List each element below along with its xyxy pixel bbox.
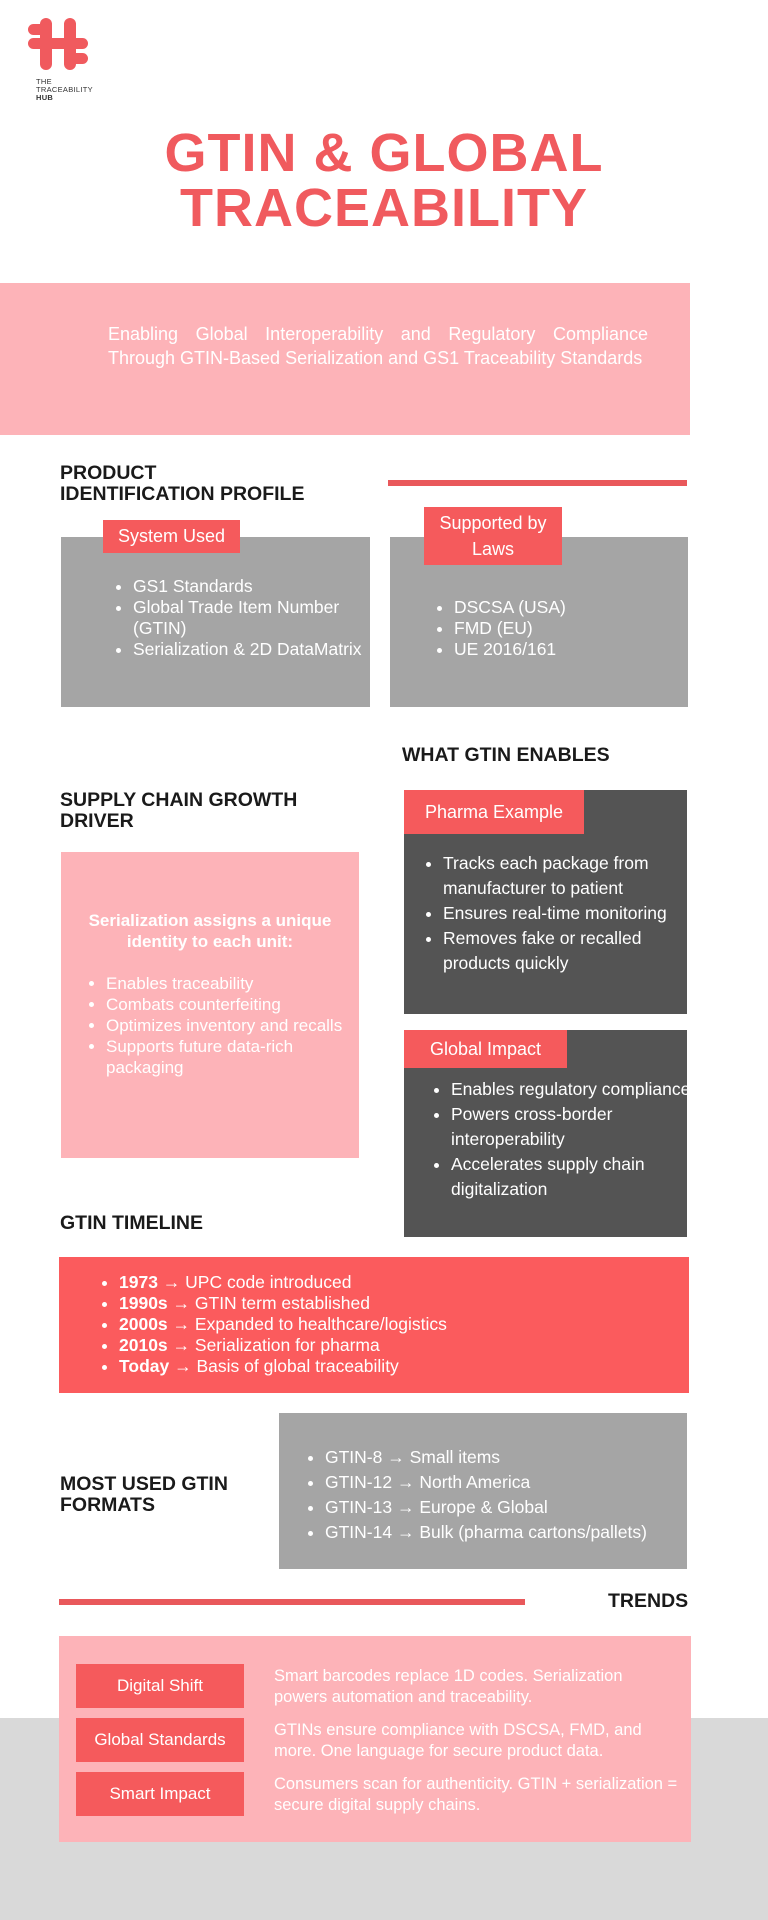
growth-heading: SUPPLY CHAIN GROWTH DRIVER bbox=[60, 789, 298, 832]
list-item: • Tracks each package from manufacturer to patient bbox=[443, 851, 705, 901]
formats-heading: MOST USED GTIN FORMATS bbox=[60, 1473, 228, 1516]
subtitle: Enabling Global Interoperability and Regulatory Compliance Through GTIN-Based Serialization and GS1 Traceability Standards bbox=[108, 324, 648, 368]
trend-label-global-standards: Global Standards bbox=[76, 1718, 244, 1762]
timeline-item: • 2010s → Serialization for pharma bbox=[119, 1335, 679, 1356]
supported-laws-tag: Supported by Laws bbox=[424, 507, 562, 565]
list-item: • Enables traceability bbox=[106, 973, 368, 994]
global-impact-list bbox=[425, 1077, 705, 1202]
list-item: • Optimizes inventory and recalls bbox=[106, 1015, 368, 1036]
enables-heading: WHAT GTIN ENABLES bbox=[402, 744, 610, 766]
pharma-example-tag: Pharma Example bbox=[404, 790, 584, 834]
trend-label-digital-shift: Digital Shift bbox=[76, 1664, 244, 1708]
list-item: • Supports future data-rich packaging bbox=[106, 1036, 368, 1078]
timeline-list bbox=[93, 1272, 679, 1377]
system-used-list bbox=[107, 576, 363, 660]
list-item: • GTIN-13 → Europe & Global bbox=[325, 1495, 705, 1520]
timeline-item: • 2000s → Expanded to healthcare/logistics bbox=[119, 1314, 679, 1335]
profile-heading: PRODUCT IDENTIFICATION PROFILE bbox=[60, 462, 305, 505]
logo-text: THE TRACEABILITY HUB bbox=[36, 77, 93, 102]
list-item: • UE 2016/161 bbox=[454, 639, 684, 660]
page-title: GTIN & GLOBAL TRACEABILITY bbox=[164, 123, 604, 238]
list-item: • Accelerates supply chain digitalization bbox=[451, 1152, 705, 1202]
trend-text: Consumers scan for authenticity. GTIN + serialization = secure digital supply chains. bbox=[274, 1775, 678, 1814]
list-item: • Ensures real-time monitoring bbox=[443, 901, 705, 926]
list-item: • GTIN-14 → Bulk (pharma cartons/pallets) bbox=[325, 1520, 705, 1545]
timeline-item: • 1973 → UPC code introduced bbox=[119, 1272, 679, 1293]
supported-laws-list bbox=[428, 597, 684, 660]
timeline-item: • 1990s → GTIN term established bbox=[119, 1293, 679, 1314]
list-item: • Enables regulatory compliance bbox=[451, 1077, 705, 1102]
trend-label-smart-impact: Smart Impact bbox=[76, 1772, 244, 1816]
divider-line bbox=[388, 480, 687, 486]
list-item: • GS1 Standards bbox=[133, 576, 363, 597]
list-item: • Removes fake or recalled products quickly bbox=[443, 926, 705, 976]
pharma-example-list bbox=[417, 851, 705, 976]
growth-list bbox=[80, 973, 368, 1078]
list-item: • FMD (EU) bbox=[454, 618, 684, 639]
list-item: • Global Trade Item Number (GTIN) bbox=[133, 597, 363, 639]
timeline-item: • Today → Basis of global traceability bbox=[119, 1356, 679, 1377]
trends-heading: TRENDS bbox=[608, 1590, 689, 1612]
timeline-heading: GTIN TIMELINE bbox=[60, 1212, 203, 1234]
global-impact-tag: Global Impact bbox=[404, 1030, 567, 1068]
growth-lead: Serialization assigns a unique identity to each unit: bbox=[88, 911, 332, 951]
traceability-hub-logo-icon bbox=[28, 16, 88, 72]
list-item: • Serialization & 2D DataMatrix bbox=[133, 639, 363, 660]
list-item: • Combats counterfeiting bbox=[106, 994, 368, 1015]
formats-list bbox=[299, 1445, 705, 1545]
list-item: • DSCSA (USA) bbox=[454, 597, 684, 618]
list-item: • Powers cross-border interoperability bbox=[451, 1102, 705, 1152]
divider-line bbox=[59, 1599, 525, 1605]
trend-text: GTINs ensure compliance with DSCSA, FMD, and more. One language for secure product data. bbox=[274, 1721, 642, 1760]
list-item: • GTIN-8 → Small items bbox=[325, 1445, 705, 1470]
list-item: • GTIN-12 → North America bbox=[325, 1470, 705, 1495]
trend-text: Smart barcodes replace 1D codes. Serialization powers automation and traceability. bbox=[274, 1667, 623, 1706]
system-used-tag: System Used bbox=[103, 520, 240, 553]
